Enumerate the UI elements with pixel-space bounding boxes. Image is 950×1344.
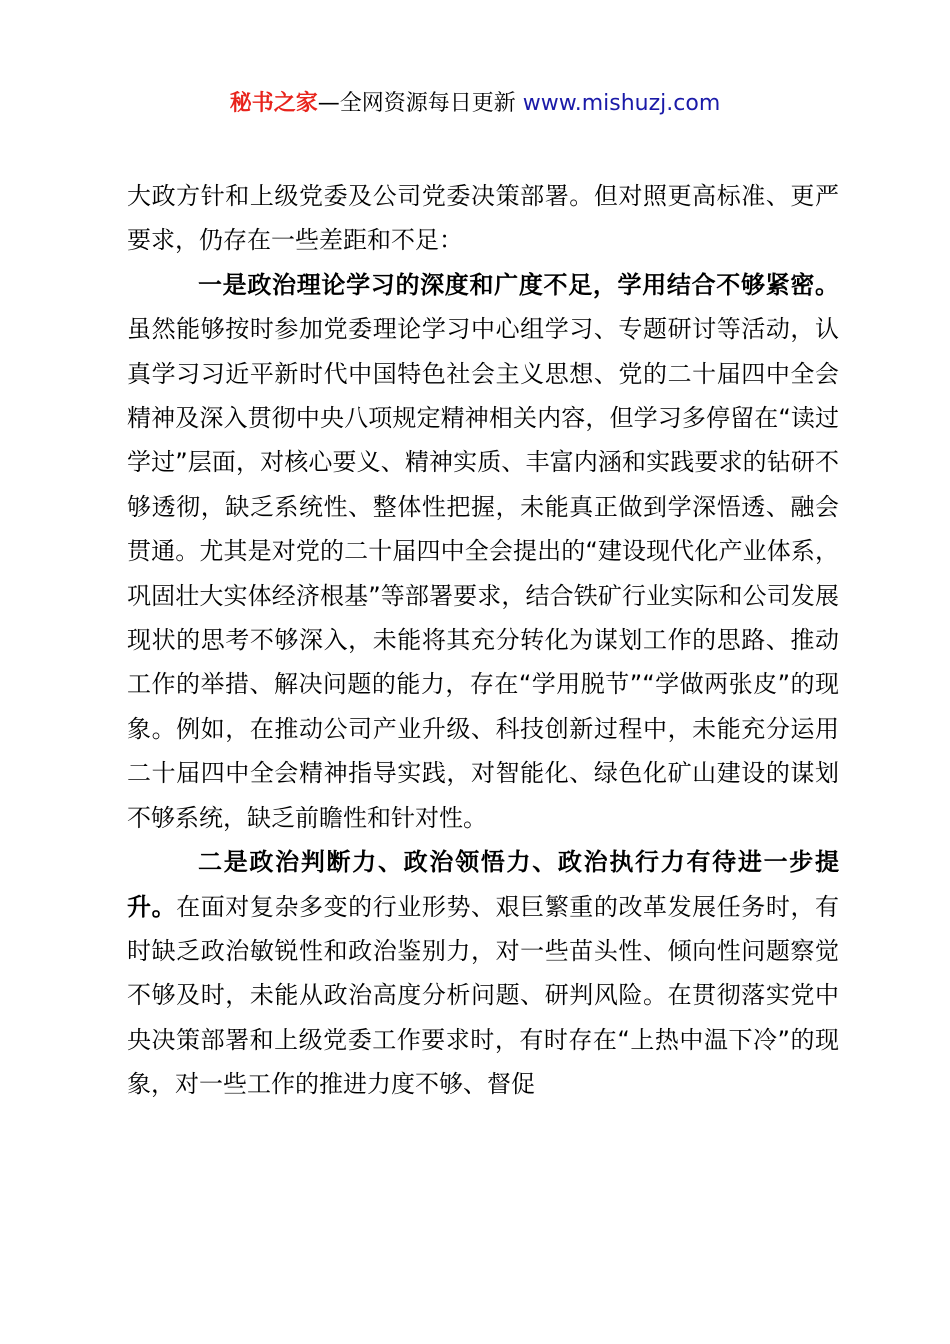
paragraph-text: 大政方针和上级党委及公司党委决策部署。但对照更高标准、更严要求，仍存在一些差距和不足： [127, 182, 839, 255]
paragraph-lead: 一是政治理论学习的深度和广度不足，学用结合不够紧密。 [198, 270, 839, 299]
website-link[interactable]: www.mishuzj.com [522, 91, 721, 116]
paragraph-text: 在面对复杂多变的行业形势、艰巨繁重的改革发展任务时，有时缺乏政治敏锐性和政治鉴别力，对一些苗头性、倾向性问题察觉不够及时，未能从政治高度分析问题、研判风险。在贯彻落实党中央决策部署和上级党委工作要求时，有时存在“上热中温下冷”的现象，对一些工作的推进力度不够、督促 [127, 892, 840, 1099]
paragraph-text: 虽然能够按时参加党委理论学习中心组学习、专题研讨等活动，认真学习习近平新时代中国特色社会主义思想、党的二十届四中全会精神及深入贯彻中央八项规定精神相关内容，但学习多停留在“读过学过”层面，对核心要义、精神实质、丰富内涵和实践要求的钻研不够透彻，缺乏系统性、整体性把握，未能真正做到学深悟透、融会贯通。尤其是对党的二十届四中全会提出的“建设现代化产业体系，巩固壮大实体经济根基”等部署要求，结合铁矿行业实际和公司发展现状的思考不够深入，未能将其充分转化为谋划工作的思路、推动工作的举措、解决问题的能力，存在“学用脱节”“学做两张皮”的现象。例如，在推动公司产业升级、科技创新过程中，未能充分运用二十届四中全会精神指导实践，对智能化、绿色化矿山建设的谋划不够系统，缺乏前瞻性和针对性。 [127, 315, 839, 832]
paragraph-lead: 二是政治判断力、政治领悟力、政治执行力有待进一步提升。 [127, 848, 839, 921]
document-body [127, 174, 839, 1107]
paragraph-continuation [127, 174, 839, 263]
page-header [0, 86, 950, 122]
paragraph-point-one [127, 263, 839, 840]
paragraph-point-two [127, 840, 839, 1106]
header-slogan: —全网资源每日更新 [317, 91, 523, 116]
brand-name: 秘书之家 [229, 91, 318, 116]
